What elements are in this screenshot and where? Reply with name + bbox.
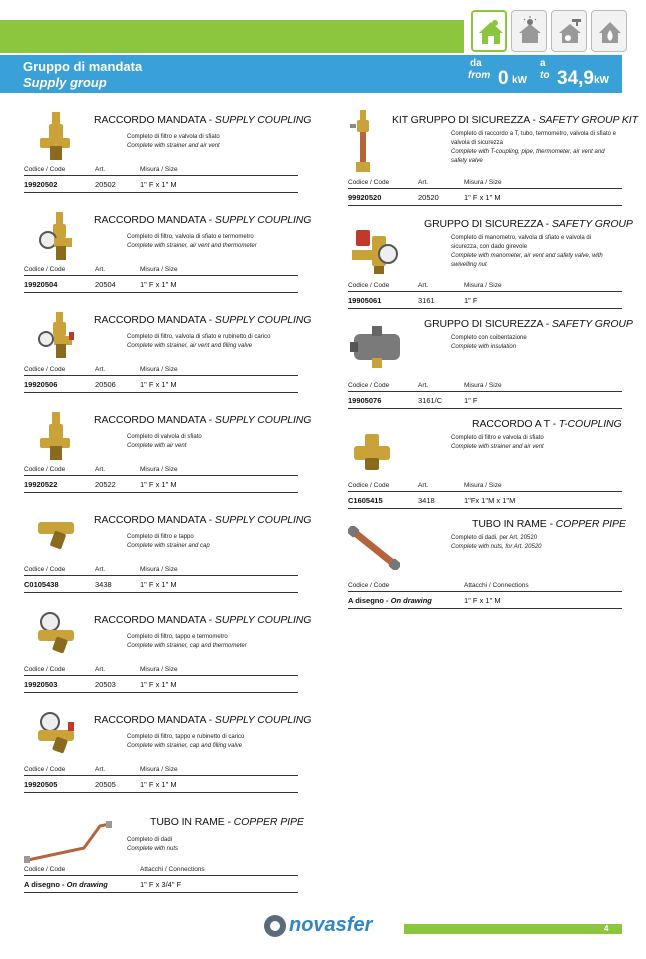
coupling-cap-icon <box>36 510 76 555</box>
product-title <box>472 418 622 430</box>
description-it: Completo di filtro, tappo e rubinetto di carico <box>127 734 245 740</box>
art-header: Art. <box>95 766 106 773</box>
sun-house-icon[interactable] <box>511 10 547 52</box>
product-art: 3161/C <box>418 396 443 405</box>
product-title-en: SUPPLY COUPLING <box>214 214 312 226</box>
product-size: 1" F x 1" M <box>140 280 177 289</box>
header-rule <box>24 475 298 476</box>
art-header: Art. <box>418 179 429 186</box>
product-size: 1" F x 1" M <box>140 380 177 389</box>
product-size: 1" F x 1" M <box>464 193 501 202</box>
product-title <box>94 214 311 226</box>
product-code-it: A disegno - <box>24 880 67 889</box>
product-code-en: On drawing <box>390 596 432 605</box>
code-header-text: Codice / Code <box>24 866 66 873</box>
product-size: 1" F x 1" M <box>464 596 501 605</box>
size-header: Misura / Size <box>140 266 178 273</box>
row-rule <box>24 892 298 893</box>
row-rule <box>348 205 622 206</box>
product-title-en: SAFETY GROUP <box>551 318 633 330</box>
product-title-it: RACCORDO A T - <box>472 418 559 430</box>
min-power: 0 <box>498 68 509 89</box>
code-header <box>24 566 65 573</box>
description-it: Completo di manometro, valvola di sfiato e valvola di sicurezza, con dado girevole <box>451 235 592 250</box>
product-code: 19920522 <box>24 480 58 489</box>
header-rule <box>24 675 298 676</box>
product-title-en: SUPPLY COUPLING <box>214 614 312 626</box>
product-title-it: RACCORDO MANDATA - <box>94 714 215 726</box>
from-label-it: da <box>470 58 482 69</box>
product-title-en: SUPPLY COUPLING <box>214 114 312 126</box>
art-header: Art. <box>95 366 106 373</box>
description-it: Completo di filtro e tappo <box>127 534 194 540</box>
description-en: Complete with strainer, cap and filling valve <box>127 743 243 749</box>
description-it: Completo di dadi, per Art. 20520 <box>451 535 538 541</box>
max-power: 34,9 <box>557 68 594 89</box>
size-header: Misura / Size <box>140 566 178 573</box>
product-description <box>451 434 619 452</box>
product-description <box>127 633 297 651</box>
product-title <box>392 114 638 126</box>
code-header-text: Codice / Code <box>24 666 66 673</box>
description-en: Complete with air vent <box>127 443 187 449</box>
product-title-it: GRUPPO DI SICUREZZA - <box>424 318 552 330</box>
product-art: 20502 <box>95 180 116 189</box>
code-header <box>348 179 389 186</box>
product-title-en: T-COUPLING <box>558 418 622 430</box>
product-title <box>150 816 304 828</box>
art-header: Art. <box>418 482 429 489</box>
header-rule <box>348 291 622 292</box>
page-number: 4 <box>604 924 609 933</box>
description-en: Complete with strainer, cap and thermometer <box>127 643 247 649</box>
product-description <box>451 130 619 166</box>
header-rule <box>348 491 622 492</box>
description-en: Complete with nuts <box>127 846 179 852</box>
product-description <box>451 534 619 552</box>
product-code: 19920502 <box>24 180 58 189</box>
footer-green-bar <box>404 924 622 934</box>
product-size: 1" F x 1" M <box>140 580 177 589</box>
product-code: 19920506 <box>24 380 58 389</box>
product-description <box>127 733 297 751</box>
copper-pipe-icon <box>348 526 400 575</box>
product-title-it: RACCORDO MANDATA - <box>94 214 215 226</box>
t-coupling-icon <box>352 432 392 477</box>
code-header-text: Codice / Code <box>24 366 66 373</box>
product-title-it: TUBO IN RAME - <box>150 816 234 828</box>
code-header-text: Codice / Code <box>24 166 66 173</box>
code-header <box>24 866 65 873</box>
section-title-en: Supply group <box>23 75 107 90</box>
tap-house-icon[interactable] <box>551 10 587 52</box>
description-en: Complete with strainer, air vent and thermometer <box>127 243 257 249</box>
code-header <box>24 266 65 273</box>
size-header: Misura / Size <box>464 482 502 489</box>
description-en: Complete with strainer and air vent <box>451 444 544 450</box>
product-title <box>94 414 311 426</box>
code-header <box>24 366 65 373</box>
description-it: Completo di valvola di sfiato <box>127 434 202 440</box>
product-code: C1605415 <box>348 496 383 505</box>
row-rule <box>348 508 622 509</box>
art-header: Art. <box>418 282 429 289</box>
max-power-unit: kW <box>594 75 609 86</box>
product-art: 20506 <box>95 380 116 389</box>
product-art: 20503 <box>95 680 116 689</box>
product-code: C0105438 <box>24 580 59 589</box>
art-header: Art. <box>418 382 429 389</box>
description-it: Completo di filtro e valvola di sfiato <box>127 134 220 140</box>
code-header <box>24 466 65 473</box>
product-code: 99920520 <box>348 193 382 202</box>
brand-logo <box>264 912 404 942</box>
header-rule <box>24 375 298 376</box>
row-rule <box>348 408 622 409</box>
row-rule <box>24 692 298 693</box>
code-header-text: Codice / Code <box>348 582 390 589</box>
art-header: Art. <box>95 566 106 573</box>
code-header-text: Codice / Code <box>348 482 390 489</box>
top-green-band <box>0 20 464 53</box>
product-title <box>94 514 311 526</box>
product-title-it: RACCORDO MANDATA - <box>94 114 215 126</box>
product-title-en: COPPER PIPE <box>555 518 626 530</box>
product-title-en: SAFETY GROUP <box>551 218 633 230</box>
code-header <box>24 166 65 173</box>
code-header-text: Codice / Code <box>348 179 390 186</box>
coupling-filling-icon <box>36 710 76 759</box>
description-it: Completo di filtro, valvola di sfiato e termometro <box>127 234 254 240</box>
product-code <box>24 880 108 889</box>
description-en: Complete with T-coupling, pipe, thermometer, air vent and safety valve <box>451 149 605 164</box>
size-header: Misura / Size <box>140 666 178 673</box>
code-header-text: Codice / Code <box>24 466 66 473</box>
category-icons <box>471 10 626 54</box>
size-header: Misura / Size <box>140 166 178 173</box>
description-it: Completo di filtro, valvola di sfiato e rubinetto di carico <box>127 334 271 340</box>
product-size: 1" F <box>464 296 478 305</box>
product-description <box>451 234 619 270</box>
product-size: 1" F x 1" M <box>140 780 177 789</box>
product-art: 20520 <box>418 193 439 202</box>
description-en: Complete with nuts, for Art. 20520 <box>451 544 542 550</box>
product-description <box>127 836 297 854</box>
code-header <box>348 282 389 289</box>
product-description <box>127 233 297 251</box>
description-en: Complete with strainer and air vent <box>127 143 220 149</box>
insulated-safety-group-icon <box>348 324 404 375</box>
valve-thermometer-icon <box>36 210 76 267</box>
valve-air-vent-icon <box>36 410 76 467</box>
description-en: Complete with strainer and cap <box>127 543 210 549</box>
art-header: Art. <box>95 466 106 473</box>
product-title-it: RACCORDO MANDATA - <box>94 514 215 526</box>
code-header <box>348 582 389 589</box>
product-code: 19920504 <box>24 280 58 289</box>
code-header-text: Codice / Code <box>24 566 66 573</box>
product-art: 20522 <box>95 480 116 489</box>
safety-group-manometer-icon <box>348 226 398 281</box>
product-title-en: SUPPLY COUPLING <box>214 314 312 326</box>
row-rule <box>24 792 298 793</box>
product-title-en: COPPER PIPE <box>233 816 304 828</box>
row-rule <box>24 292 298 293</box>
row-rule <box>24 392 298 393</box>
product-description <box>127 333 297 351</box>
product-title-it: TUBO IN RAME - <box>472 518 556 530</box>
description-it: Completo di raccordo a T, tubo, termometro, valvola di sfiato e valvola di sicurezza <box>451 131 616 146</box>
product-size: 1" F x 3/4" F <box>140 880 182 889</box>
product-code: 19905061 <box>348 296 382 305</box>
header-rule <box>24 575 298 576</box>
product-title <box>94 714 311 726</box>
product-title-it: GRUPPO DI SICUREZZA - <box>424 218 552 230</box>
header-rule <box>348 591 622 592</box>
product-title-it: RACCORDO MANDATA - <box>94 414 215 426</box>
code-header <box>348 382 389 389</box>
size-header: Attacchi / Connections <box>464 582 529 589</box>
product-title-it: RACCORDO MANDATA - <box>94 314 215 326</box>
size-header: Misura / Size <box>464 282 502 289</box>
code-header-text: Codice / Code <box>348 282 390 289</box>
to-label-en: to <box>540 70 550 81</box>
header-rule <box>24 775 298 776</box>
product-title-en: SAFETY GROUP KIT <box>538 114 638 126</box>
code-header <box>348 482 389 489</box>
valve-filling-icon <box>36 310 76 367</box>
product-title <box>94 114 311 126</box>
size-header: Misura / Size <box>140 466 178 473</box>
product-size: 1" F <box>464 396 478 405</box>
size-header: Misura / Size <box>140 366 178 373</box>
product-title-en: SUPPLY COUPLING <box>214 414 312 426</box>
product-title <box>424 318 633 330</box>
product-title <box>472 518 626 530</box>
row-rule <box>348 308 622 309</box>
header-rule <box>24 175 298 176</box>
description-it: Completo di dadi <box>127 837 173 843</box>
product-code <box>348 596 432 605</box>
coupling-thermometer-icon <box>36 610 76 659</box>
product-art: 20505 <box>95 780 116 789</box>
section-title-it: Gruppo di mandata <box>23 59 143 74</box>
product-title <box>94 614 311 626</box>
product-size: 1" F x 1" M <box>140 680 177 689</box>
description-en: Complete with strainer, air vent and filling valve <box>127 343 253 349</box>
house-leaf-icon[interactable] <box>471 10 507 52</box>
bent-copper-pipe-icon <box>24 820 114 869</box>
header-rule <box>24 275 298 276</box>
description-it: Completo di filtro e valvola di sfiato <box>451 435 544 441</box>
size-header: Misura / Size <box>464 382 502 389</box>
from-label-en: from <box>468 70 491 81</box>
brand-name: novasfer <box>289 914 373 936</box>
product-title-it: RACCORDO MANDATA - <box>94 614 215 626</box>
code-header-text: Codice / Code <box>24 766 66 773</box>
product-art: 3161 <box>418 296 435 305</box>
product-art: 3438 <box>95 580 112 589</box>
description-en: Complete with manometer, air vent and safety valve, with swivelling nut <box>451 253 603 268</box>
brand-mark-icon <box>264 915 286 937</box>
row-rule <box>348 608 622 609</box>
product-description <box>127 533 297 551</box>
safety-group-kit-icon <box>348 110 378 179</box>
product-title-en: SUPPLY COUPLING <box>214 514 312 526</box>
product-code: 19920505 <box>24 780 58 789</box>
product-title-en: SUPPLY COUPLING <box>214 714 312 726</box>
product-title <box>94 314 311 326</box>
code-header <box>24 766 65 773</box>
product-description <box>451 334 619 352</box>
art-header: Art. <box>95 666 106 673</box>
min-power-unit: kW <box>512 75 527 86</box>
size-header: Attacchi / Connections <box>140 866 205 873</box>
product-description <box>127 433 297 451</box>
product-code: 19905076 <box>348 396 382 405</box>
product-art: 20504 <box>95 280 116 289</box>
art-header: Art. <box>95 266 106 273</box>
description-it: Completo con coibentazione <box>451 335 527 341</box>
art-header: Art. <box>95 166 106 173</box>
code-header-text: Codice / Code <box>24 266 66 273</box>
product-size: 1" F x 1" M <box>140 180 177 189</box>
product-title <box>424 218 633 230</box>
product-size: 1" F x 1" M <box>140 480 177 489</box>
code-header-text: Codice / Code <box>348 382 390 389</box>
valve-air-vent-icon <box>36 110 76 167</box>
product-size: 1"Fx 1"M x 1"M <box>464 496 516 505</box>
description-en: Complete with insulation <box>451 344 517 350</box>
size-header: Misura / Size <box>140 766 178 773</box>
row-rule <box>24 492 298 493</box>
header-rule <box>348 188 622 189</box>
code-header <box>24 666 65 673</box>
header-rule <box>348 391 622 392</box>
row-rule <box>24 192 298 193</box>
product-title-it: KIT GRUPPO DI SICUREZZA - <box>392 114 539 126</box>
flame-house-icon[interactable] <box>591 10 627 52</box>
description-it: Completo di filtro, tappo e termometro <box>127 634 228 640</box>
product-code: 19920503 <box>24 680 58 689</box>
size-header: Misura / Size <box>464 179 502 186</box>
to-label-it: a <box>540 58 546 69</box>
row-rule <box>24 592 298 593</box>
product-code-en: On drawing <box>66 880 108 889</box>
product-description <box>127 133 297 151</box>
header-rule <box>24 875 298 876</box>
section-title-bar <box>0 55 622 93</box>
product-code-it: A disegno - <box>348 596 391 605</box>
product-art: 3418 <box>418 496 435 505</box>
